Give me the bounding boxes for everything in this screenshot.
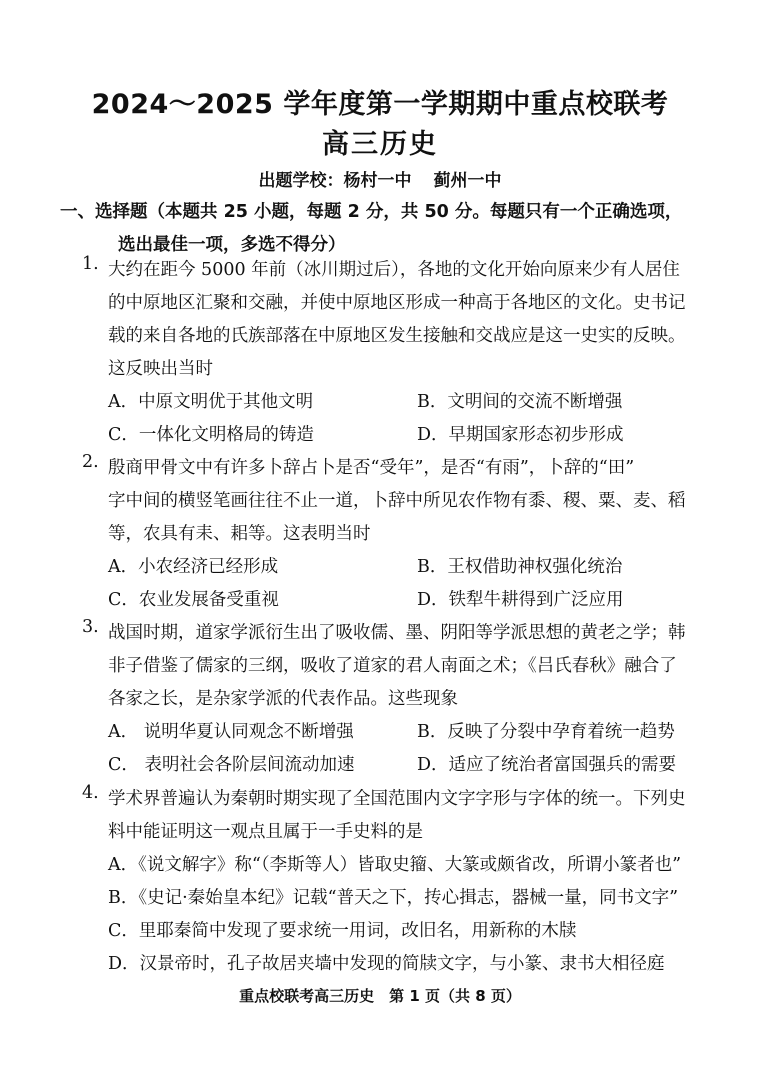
question-text-line: 字中间的横竖笔画往往不止一道，卜辞中所见农作物有黍、稷、粟、麦、稻 bbox=[108, 491, 686, 511]
question-1 bbox=[82, 254, 692, 452]
school-second: 蓟州一中 bbox=[433, 171, 502, 191]
option-c: C．农业发展备受重视 bbox=[108, 590, 279, 610]
option-d: D．汉景帝时，孔子故居夹墙中发现的简牍文字，与小篆、隶书大相径庭 bbox=[108, 954, 665, 974]
question-2 bbox=[82, 452, 692, 617]
question-text-line: 战国时期，道家学派衍生出了吸收儒、墨、阴阳等学派思想的黄老之学；韩 bbox=[108, 623, 686, 643]
question-text-line: 等，农具有耒、耜等。这表明当时 bbox=[108, 524, 371, 544]
option-d: D．铁犁牛耕得到广泛应用 bbox=[417, 590, 624, 610]
question-number: 1. bbox=[82, 254, 99, 274]
option-b: B．文明间的交流不断增强 bbox=[417, 392, 623, 412]
option-c: C．里耶秦简中发现了要求统一用词，改旧名，用新称的木牍 bbox=[108, 921, 577, 941]
option-d: D．早期国家形态初步形成 bbox=[417, 425, 624, 445]
question-text-line: 学术界普遍认为秦朝时期实现了全国范围内文字字形与字体的统一。下列史 bbox=[108, 789, 686, 809]
section-line-2: 选出最佳一项，多选不得分） bbox=[118, 235, 346, 255]
question-text-line: 料中能证明这一观点且属于一手史料的是 bbox=[108, 822, 423, 842]
question-text-line: 的中原地区汇聚和交融，并使中原地区形成一种高于各地区的文化。史书记 bbox=[108, 293, 686, 313]
section-line-1: 一、选择题（本题共 25 小题，每题 2 分，共 50 分。每题只有一个正确选项， bbox=[60, 202, 683, 222]
option-a: A．中原文明优于其他文明 bbox=[108, 392, 314, 412]
option-b: B．反映了分裂中孕育着统一趋势 bbox=[417, 722, 675, 742]
option-b: B．《史记·秦始皇本纪》记载“普天之下，抟心揖志，器械一量，同书文字” bbox=[108, 888, 679, 908]
option-c: C． 表明社会各阶层间流动加速 bbox=[108, 755, 355, 775]
option-c: C．一体化文明格局的铸造 bbox=[108, 425, 314, 445]
option-a: A．《说文解字》称“（李斯等人）皆取史籀、大篆或颇省改，所谓小篆者也” bbox=[108, 855, 682, 875]
question-text-line: 各家之长，是杂家学派的代表作品。这些现象 bbox=[108, 689, 458, 709]
question-number: 3. bbox=[82, 617, 99, 637]
question-3 bbox=[82, 617, 692, 782]
question-number: 4. bbox=[82, 783, 99, 803]
question-text-line: 大约在距今 5000 年前（冰川期过后），各地的文化开始向原来少有人居住 bbox=[108, 260, 680, 280]
option-b: B．王权借助神权强化统治 bbox=[417, 557, 623, 577]
page-footer: 重点校联考高三历史 第 1 页（共 8 页） bbox=[239, 987, 521, 1005]
option-a: A． 说明华夏认同观念不断增强 bbox=[108, 722, 354, 742]
exam-title: 2024～2025 学年度第一学期期中重点校联考 bbox=[91, 89, 669, 120]
question-text-line: 非子借鉴了儒家的三纲，吸收了道家的君人南面之术；《吕氏春秋》融合了 bbox=[108, 656, 677, 676]
section-heading bbox=[60, 196, 700, 262]
exam-subject: 高三历史 bbox=[322, 129, 438, 160]
question-text-line: 载的来自各地的氏族部落在中原地区发生接触和交战应是这一史实的反映。 bbox=[108, 326, 686, 346]
option-d: D．适应了统治者富国强兵的需要 bbox=[417, 755, 677, 775]
question-4 bbox=[82, 783, 692, 981]
exam-schools bbox=[0, 166, 760, 191]
question-text-line: 这反映出当时 bbox=[108, 359, 213, 379]
question-number: 2. bbox=[82, 452, 99, 472]
school-first: 出题学校：杨村一中 bbox=[258, 171, 412, 191]
question-text-line: 殷商甲骨文中有许多卜辞占卜是否“受年”，是否“有雨”，卜辞的“田” bbox=[108, 458, 635, 478]
option-a: A．小农经济已经形成 bbox=[108, 557, 279, 577]
